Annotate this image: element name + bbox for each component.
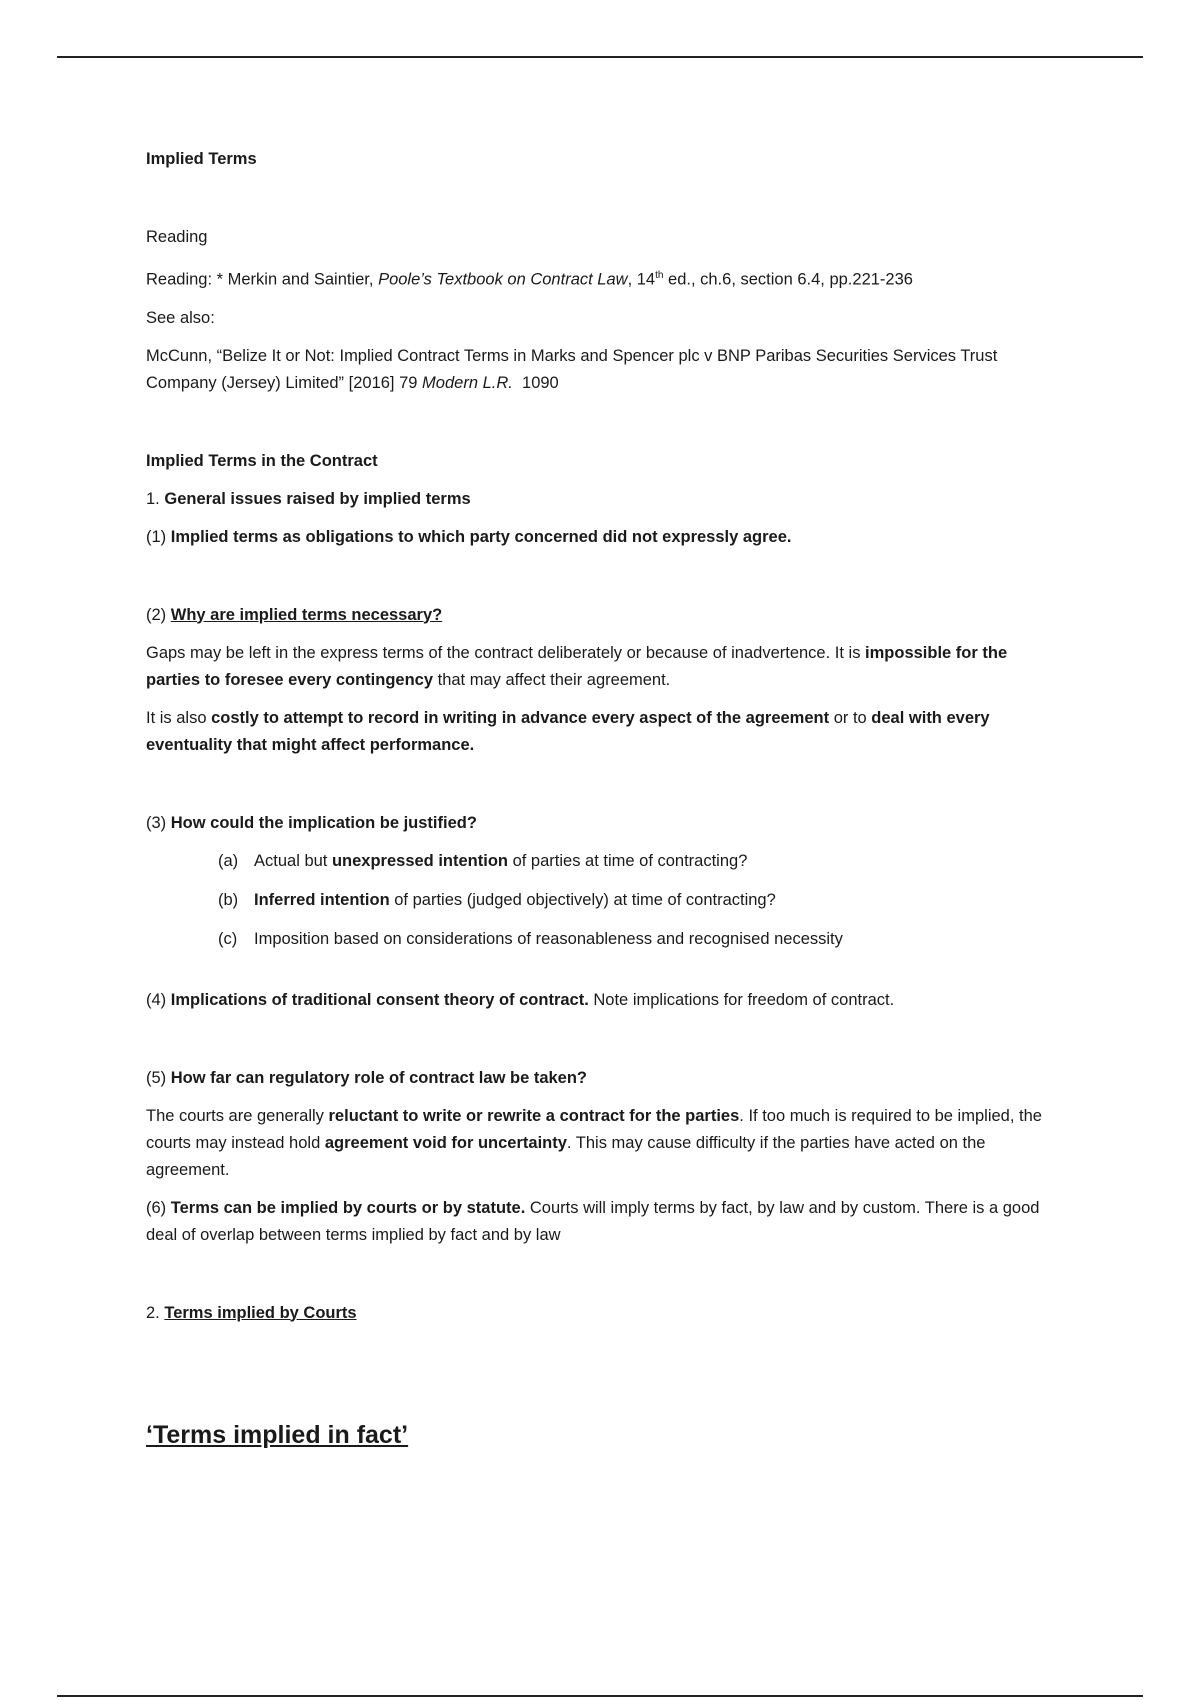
justification-list: [218, 848, 1056, 953]
point-4: (4) Implications of traditional consent theory of contract. Note implications for freedom of contract.: [146, 990, 895, 1009]
terms-implied-in-fact-heading: ‘Terms implied in fact’: [146, 1420, 409, 1449]
point-5-heading: (5) How far can regulatory role of contract law be taken?: [146, 1068, 588, 1087]
list-item-b: (b) Inferred intention of parties (judged objectively) at time of contracting?: [218, 890, 776, 909]
see-also-label: See also:: [146, 308, 215, 327]
list-item-a: (a) Actual but unexpressed intention of parties at time of contracting?: [218, 851, 748, 870]
section-1-heading: 1. General issues raised by implied terms: [146, 489, 471, 508]
reading-heading: Reading: [146, 228, 208, 246]
top-rule: [57, 56, 1143, 58]
section-2-heading: 2. Terms implied by Courts: [146, 1303, 357, 1322]
document-body: [146, 146, 1056, 1463]
list-item-c: (c) Imposition based on considerations of reasonableness and recognised necessity: [218, 929, 843, 948]
bottom-rule: [57, 1695, 1143, 1697]
section-heading: Implied Terms in the Contract: [146, 451, 378, 470]
document-title: Implied Terms: [146, 150, 257, 168]
point-5-paragraph: The courts are generally reluctant to write or rewrite a contract for the parties. If too much is required to be implied, the courts may instead hold agreement void for uncertainty. This may cause difficulty if the parties have acted on the agreement.: [146, 1106, 1042, 1179]
point-6: (6) Terms can be implied by courts or by statute. Courts will imply terms by fact, by law and by custom. There is a good deal of overlap between terms implied by fact and by law: [146, 1198, 1040, 1244]
point-2-paragraph-2: It is also costly to attempt to record in writing in advance every aspect of the agreement or to deal with every eventuality that might affect performance.: [146, 708, 990, 754]
point-2-paragraph-1: Gaps may be left in the express terms of the contract deliberately or because of inadvertence. It is impossible for the parties to foresee every contingency that may affect their agreement.: [146, 643, 1008, 689]
reading-line: Reading: * Merkin and Saintier, Poole’s Textbook on Contract Law, 14th ed., ch.6, section 6.4, pp.221-236: [146, 270, 913, 289]
point-3-heading: (3) How could the implication be justified?: [146, 813, 477, 832]
point-2-heading: (2) Why are implied terms necessary?: [146, 605, 443, 624]
mccunn-reference: McCunn, “Belize It or Not: Implied Contract Terms in Marks and Spencer plc v BNP Paribas Securities Services Trust Company (Jersey) Limited” [2016] 79 Modern L.R. 1090: [146, 346, 998, 392]
point-1: (1) Implied terms as obligations to which party concerned did not expressly agree.: [146, 527, 792, 546]
